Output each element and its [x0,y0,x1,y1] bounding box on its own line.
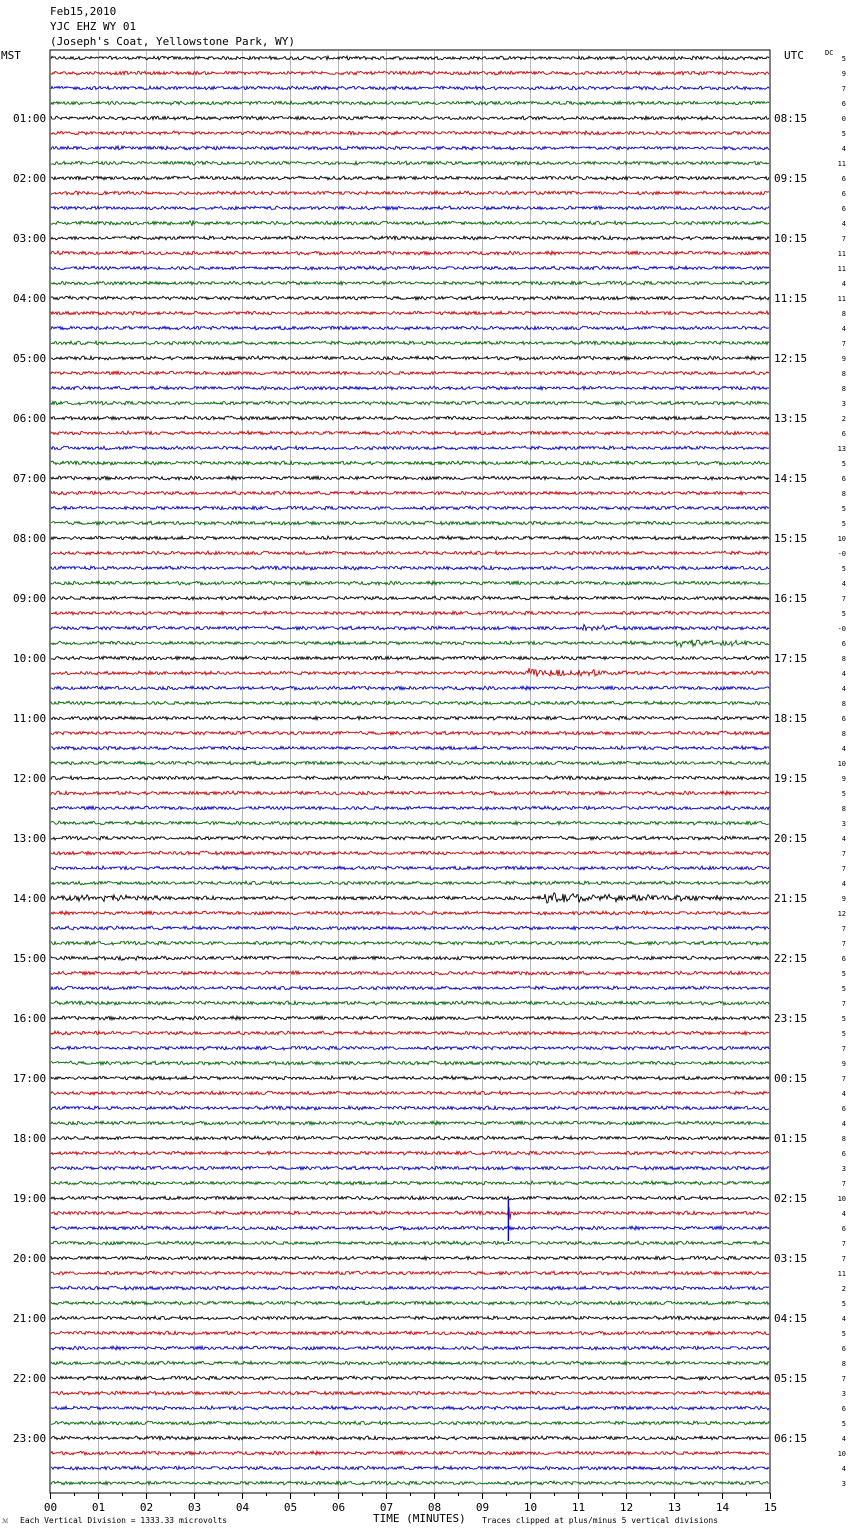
trace-row [51,341,769,345]
trace-row [51,806,769,810]
mst-hour-label: 07:00 [13,472,47,485]
dc-offset-value: 13 [837,445,846,453]
trace-row [51,311,769,315]
trace-row [51,281,769,285]
dc-offset-value: 7 [841,1045,846,1053]
mst-hour-label: 01:00 [13,112,47,125]
dc-offset-value: 7 [841,1375,846,1383]
trace-row [51,220,769,225]
utc-hour-label: 22:15 [774,952,808,965]
utc-hour-label: 10:15 [774,232,808,245]
dc-offset-value: 5 [841,1420,846,1428]
dc-offset-value: 10 [837,760,846,768]
dc-offset-value: 6 [841,1345,846,1353]
x-tick-label: 00 [43,1501,58,1514]
dc-offset-value: 5 [841,1330,846,1338]
trace-row [51,1436,769,1440]
trace-row [51,1196,769,1200]
trace-row [51,1406,769,1410]
trace-row [51,146,769,150]
dc-offset-value: 8 [841,730,846,738]
dc-offset-value: 7 [841,865,846,873]
trace-row [51,416,769,420]
dc-offset-value: 4 [841,670,846,678]
mst-hour-label: 08:00 [13,532,47,545]
mst-hour-label: 18:00 [13,1132,47,1145]
dc-offset-value: 8 [841,1135,846,1143]
mst-hour-label: 03:00 [13,232,47,245]
trace-row [51,356,769,360]
trace-row [51,1481,769,1485]
dc-offset-value: 4 [841,1210,846,1218]
utc-hour-label: 12:15 [774,352,808,365]
trace-row [51,611,769,615]
utc-hour-label: 18:15 [774,712,808,725]
trace-row [51,551,769,555]
trace-row [51,1046,769,1050]
mst-hour-label: 19:00 [13,1192,47,1205]
mst-hour-label: 09:00 [13,592,47,605]
station-location: (Joseph's Coat, Yellowstone Park, WY) [50,35,296,48]
trace-row [51,1241,769,1245]
x-tick-label: 10 [523,1501,538,1514]
dc-offset-value: 9 [841,70,846,78]
trace-row [51,701,769,705]
dc-offset-value: 9 [841,1060,846,1068]
dc-offset-value: 7 [841,1240,846,1248]
dc-offset-value: 8 [841,490,846,498]
dc-offset-value: 5 [841,970,846,978]
dc-offset-value: 5 [841,610,846,618]
trace-row [51,791,769,795]
dc-offset-value: 11 [837,295,846,303]
utc-hour-label: 13:15 [774,412,808,425]
trace-row [51,521,769,525]
dc-offset-value: 10 [837,1195,846,1203]
trace-row [51,161,769,165]
trace-row [51,101,769,105]
x-tick-label: 04 [235,1501,250,1514]
trace-row [51,566,769,570]
dc-offset-value: 8 [841,655,846,663]
trace-row [51,1207,769,1220]
dc-offset-value: -0 [837,625,846,633]
dc-offset-value: 7 [841,340,846,348]
dc-offset-value: 11 [837,1270,846,1278]
dc-offset-value: 4 [841,145,846,153]
utc-hour-label: 20:15 [774,832,808,845]
left-timezone-label: MST [1,49,21,62]
dc-offset-value: 5 [841,520,846,528]
trace-row [51,1346,769,1350]
trace-row [51,776,769,780]
x-tick-label: 06 [331,1501,346,1514]
x-tick-label: 01 [91,1501,106,1514]
dc-offset-value: 7 [841,925,846,933]
dc-offset-value: 7 [841,595,846,603]
x-tick-label: 12 [619,1501,634,1514]
dc-offset-value: 5 [841,985,846,993]
trace-row [51,1331,769,1335]
mst-hour-label: 21:00 [13,1312,47,1325]
scale-note: Each Vertical Division = 1333.33 microvolts [20,1516,228,1525]
trace-row [51,371,769,375]
dc-offset-value: 11 [837,265,846,273]
dc-offset-value: 6 [841,475,846,483]
trace-row [51,476,769,480]
dc-offset-value: 8 [841,1360,846,1368]
trace-row [51,911,769,915]
dc-offset-value: 5 [841,460,846,468]
dc-offset-value: 4 [841,1315,846,1323]
trace-row [51,176,769,180]
trace-row [51,746,769,750]
utc-hour-label: 14:15 [774,472,808,485]
trace-row [51,1286,769,1290]
dc-offset-value: 6 [841,1105,846,1113]
dc-offset-value: 4 [841,1120,846,1128]
dc-offset-value: 4 [841,580,846,588]
trace-row [51,116,769,120]
trace-row [51,821,769,825]
mst-hour-label: 11:00 [13,712,47,725]
utc-hour-label: 11:15 [774,292,808,305]
dc-offset-value: 6 [841,205,846,213]
dc-offset-value: 6 [841,955,846,963]
dc-offset-value: 5 [841,505,846,513]
trace-row [51,1121,769,1125]
mst-hour-label: 14:00 [13,892,47,905]
utc-hour-label: 05:15 [774,1372,808,1385]
trace-row [51,640,769,647]
dc-offset-value: 3 [841,1480,846,1488]
x-tick-label: 07 [379,1501,394,1514]
dc-offset-value: 8 [841,700,846,708]
trace-row [51,191,769,195]
dc-offset-value: 5 [841,565,846,573]
trace-row [51,836,769,840]
mst-hour-label: 17:00 [13,1072,47,1085]
dc-offset-value: 6 [841,175,846,183]
x-tick-label: 05 [283,1501,298,1514]
mst-hour-label: 20:00 [13,1252,47,1265]
trace-row [51,1106,769,1110]
dc-offset-value: 5 [841,1015,846,1023]
trace-row [51,926,769,930]
trace-row [51,956,769,960]
dc-offset-value: 8 [841,805,846,813]
x-tick-label: 14 [715,1501,730,1514]
dc-offset-value: 8 [841,370,846,378]
trace-row [51,296,769,300]
x-tick-label: 13 [667,1501,682,1514]
mst-hour-label: 04:00 [13,292,47,305]
trace-row [51,536,769,540]
dc-offset-value: 7 [841,85,846,93]
trace-row [51,686,769,690]
dc-offset-value: 3 [841,820,846,828]
trace-row [51,625,769,631]
trace-row [51,431,769,435]
station-channel: YJC EHZ WY 01 [50,20,137,33]
dc-offset-value: 4 [841,280,846,288]
trace-row [51,656,769,660]
dc-offset-value: 6 [841,430,846,438]
trace-row [51,1136,769,1140]
trace-row [51,1271,769,1275]
utc-hour-label: 23:15 [774,1012,808,1025]
dc-offset-value: 4 [841,1090,846,1098]
trace-row [51,236,769,240]
trace-row [51,1001,769,1005]
dc-offset-value: 9 [841,895,846,903]
trace-row [51,1391,769,1395]
trace-row [51,1421,769,1425]
dc-offset-value: 7 [841,1180,846,1188]
trace-row [51,1451,769,1455]
trace-row [51,491,769,495]
trace-row [51,86,769,90]
x-tick-label: 02 [139,1501,154,1514]
dc-offset-value: 11 [837,250,846,258]
trace-row [51,1316,769,1320]
clip-note: Traces clipped at plus/minus 5 vertical divisions [482,1516,719,1525]
trace-row [51,251,769,255]
dc-offset-value: 4 [841,220,846,228]
trace-row [51,56,769,60]
utc-hour-label: 06:15 [774,1432,808,1445]
dc-offset-value: 7 [841,1075,846,1083]
trace-row [51,1091,769,1095]
x-tick-label: 15 [763,1501,778,1514]
dc-offset-value: 10 [837,535,846,543]
utc-hour-label: 03:15 [774,1252,808,1265]
trace-row [51,893,769,903]
trace-row [51,761,769,765]
trace-row [51,1466,769,1470]
trace-row [51,1301,769,1305]
utc-hour-label: 15:15 [774,532,808,545]
dc-offset-value: 3 [841,400,846,408]
trace-row [51,1166,769,1170]
dc-offset-value: 6 [841,1225,846,1233]
dc-offset-value: 7 [841,235,846,243]
dc-offset-value: 5 [841,1300,846,1308]
trace-row [51,1016,769,1020]
right-timezone-label: UTC [784,49,804,62]
dc-offset-value: 2 [841,415,846,423]
dc-offset-value: 6 [841,1150,846,1158]
trace-row [51,506,769,510]
x-tick-label: 03 [187,1501,202,1514]
dc-offset-value: 5 [841,1030,846,1038]
dc-offset-value: 3 [841,1390,846,1398]
mst-hour-label: 16:00 [13,1012,47,1025]
trace-row [51,1061,769,1065]
dc-offset-value: 11 [837,160,846,168]
trace-row [51,446,769,450]
utc-hour-label: 16:15 [774,592,808,605]
utc-hour-label: 19:15 [774,772,808,785]
dc-offset-value: 7 [841,940,846,948]
dc-offset-value: 7 [841,1000,846,1008]
dc-offset-value: 9 [841,355,846,363]
mst-hour-label: 12:00 [13,772,47,785]
footer-logo-mark: ℳ [2,1518,9,1525]
trace-row [51,1151,769,1155]
trace-row [51,326,769,330]
trace-row [51,1031,769,1035]
trace-row [51,206,769,210]
trace-row [51,266,769,270]
dc-offset-value: 4 [841,325,846,333]
utc-hour-label: 17:15 [774,652,808,665]
trace-row [51,1256,769,1260]
utc-hour-label: 09:15 [774,172,808,185]
utc-hour-label: 00:15 [774,1072,808,1085]
trace-row [51,731,769,735]
dc-offset-value: 0 [841,115,846,123]
dc-offset-value: 4 [841,745,846,753]
dc-offset-value: 4 [841,1435,846,1443]
mst-hour-label: 13:00 [13,832,47,845]
trace-row [51,581,769,585]
mst-hour-label: 23:00 [13,1432,47,1445]
x-tick-label: 08 [427,1501,442,1514]
trace-row [51,971,769,975]
x-tick-label: 11 [571,1501,586,1514]
dc-offset-value: 5 [841,55,846,63]
trace-row [51,941,769,945]
dc-offset-value: 12 [837,910,846,918]
utc-hour-label: 08:15 [774,112,808,125]
trace-row [51,1361,769,1365]
dc-offset-value: 6 [841,190,846,198]
dc-offset-value: 6 [841,715,846,723]
dc-offset-value: 4 [841,685,846,693]
dc-offset-header: DC [825,49,834,57]
dc-offset-value: 4 [841,880,846,888]
trace-row [51,386,769,390]
utc-hour-label: 21:15 [774,892,808,905]
trace-row [51,71,769,75]
trace-row [51,1376,769,1380]
trace-row [51,401,769,405]
dc-offset-value: 4 [841,835,846,843]
trace-row [51,1181,769,1185]
dc-offset-value: 3 [841,1165,846,1173]
dc-offset-value: 8 [841,385,846,393]
dc-offset-value: 6 [841,640,846,648]
trace-row [51,986,769,990]
dc-offset-value: 6 [841,1405,846,1413]
utc-hour-label: 04:15 [774,1312,808,1325]
mst-hour-label: 06:00 [13,412,47,425]
dc-offset-value: 2 [841,1285,846,1293]
utc-hour-label: 02:15 [774,1192,808,1205]
trace-row [51,668,769,676]
dc-offset-value: 8 [841,310,846,318]
trace-row [51,596,769,600]
dc-offset-value: -0 [837,550,846,558]
station-date: Feb15,2010 [50,5,117,18]
dc-offset-value: 7 [841,1255,846,1263]
dc-offset-value: 5 [841,130,846,138]
mst-hour-label: 22:00 [13,1372,47,1385]
mst-hour-label: 15:00 [13,952,47,965]
mst-hour-label: 10:00 [13,652,47,665]
dc-offset-value: 5 [841,790,846,798]
trace-row [51,461,769,465]
trace-row [51,716,769,720]
dc-offset-value: 10 [837,1450,846,1458]
mst-hour-label: 05:00 [13,352,47,365]
dc-offset-value: 7 [841,850,846,858]
dc-offset-value: 6 [841,100,846,108]
trace-row [51,866,769,870]
utc-hour-label: 01:15 [774,1132,808,1145]
trace-row [51,1076,769,1080]
trace-row [51,131,769,135]
mst-hour-label: 02:00 [13,172,47,185]
dc-offset-value: 9 [841,775,846,783]
dc-offset-value: 4 [841,1465,846,1473]
x-tick-label: 09 [475,1501,490,1514]
trace-row [51,851,769,855]
trace-row [51,881,769,885]
x-axis-label: TIME (MINUTES) [373,1512,466,1525]
trace-row [51,1226,769,1230]
